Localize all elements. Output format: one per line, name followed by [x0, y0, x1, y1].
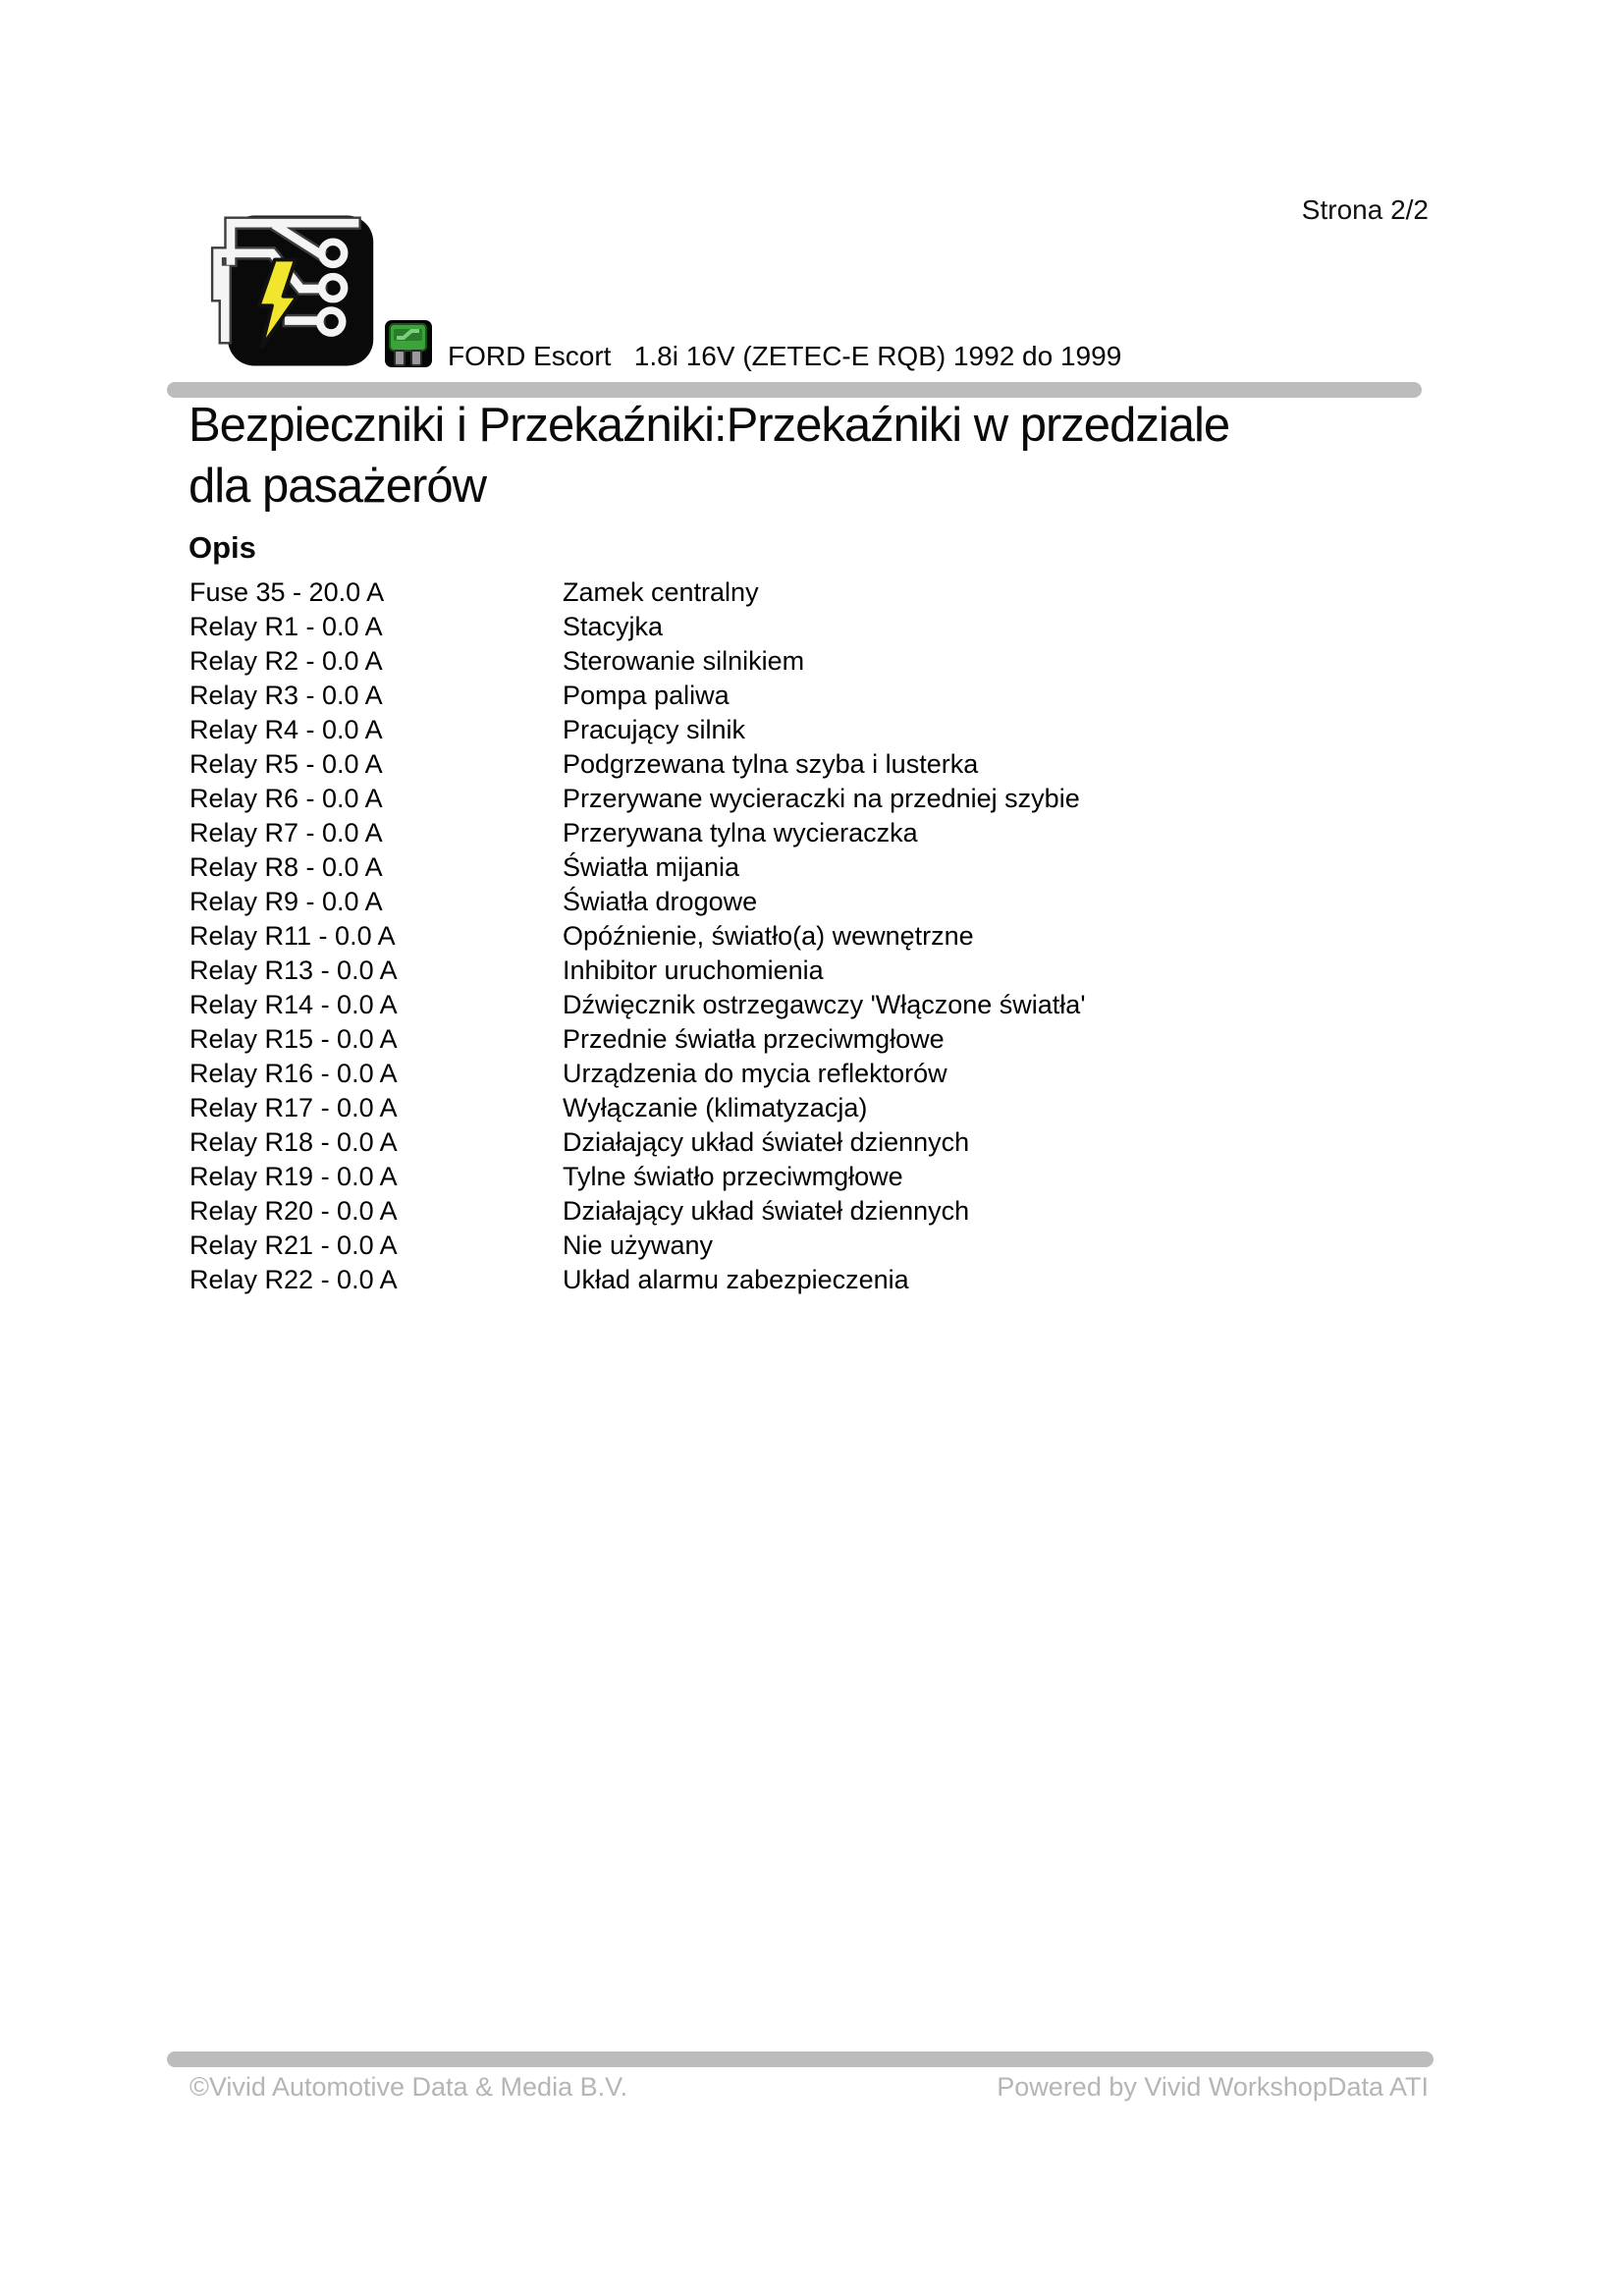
fuse-relay-id: Relay R17 - 0.0 A	[189, 1093, 398, 1122]
fuse-relay-description: Opóźnienie, światło(a) wewnętrzne	[563, 921, 974, 951]
section-heading-opis: Opis	[189, 530, 256, 565]
fuse-relay-id: Relay R15 - 0.0 A	[189, 1024, 398, 1054]
fuse-relay-description: Urządzenia do mycia reflektorów	[563, 1059, 947, 1088]
fuse-relay-id: Relay R9 - 0.0 A	[189, 887, 383, 916]
fuse-relay-id: Relay R21 - 0.0 A	[189, 1230, 398, 1260]
fuse-relay-description: Pompa paliwa	[563, 681, 730, 710]
fuse-relay-description: Sterowanie silnikiem	[563, 646, 805, 676]
fuse-relay-description: Przerywane wycieraczki na przedniej szybie	[563, 784, 1080, 813]
fuse-relay-description: Stacyjka	[563, 612, 664, 641]
fuse-relay-description: Układ alarmu zabezpieczenia	[563, 1265, 909, 1294]
circuit-lightning-icon	[202, 206, 385, 375]
fuse-relay-table	[189, 575, 1348, 1297]
table-row	[189, 1194, 1348, 1229]
footer-powered-by: Powered by Vivid WorkshopData ATI	[997, 2072, 1429, 2102]
fuse-relay-description: Dźwięcznik ostrzegawczy 'Włączone światła'	[563, 990, 1086, 1019]
fuse-relay-description: Działający układ świateł dziennych	[563, 1196, 970, 1226]
page-number: Strona 2/2	[1301, 194, 1429, 225]
fuse-relay-description: Pracujący silnik	[563, 715, 746, 744]
fuse-relay-id: Relay R1 - 0.0 A	[189, 612, 383, 641]
fuse-relay-description: Tylne światło przeciwmgłowe	[563, 1162, 903, 1191]
page-title: Bezpieczniki i Przekaźniki:Przekaźniki w przedziale dla pasażerów	[189, 399, 1230, 513]
table-row	[189, 644, 1348, 679]
table-row	[189, 1229, 1348, 1263]
table-row	[189, 954, 1348, 988]
footer	[189, 2072, 1429, 2103]
fuse-relay-description: Światła drogowe	[563, 887, 758, 916]
fuse-relay-description: Zamek centralny	[563, 577, 759, 607]
fuse-relay-description: Nie używany	[563, 1230, 714, 1260]
table-row	[189, 1160, 1348, 1194]
fuse-relay-description: Przednie światła przeciwmgłowe	[563, 1024, 945, 1054]
fuse-relay-description: Inhibitor uruchomienia	[563, 956, 824, 985]
fuse-relay-id: Relay R16 - 0.0 A	[189, 1059, 398, 1088]
table-row	[189, 575, 1348, 610]
table-row	[189, 782, 1348, 816]
table-row	[189, 679, 1348, 713]
fuse-relay-id: Relay R18 - 0.0 A	[189, 1127, 398, 1157]
fuse-relay-description: Przerywana tylna wycieraczka	[563, 818, 918, 847]
fuse-relay-id: Relay R11 - 0.0 A	[189, 921, 396, 951]
fuse-relay-id: Relay R5 - 0.0 A	[189, 749, 383, 779]
table-row	[189, 988, 1348, 1022]
footer-copyright: ©Vivid Automotive Data & Media B.V.	[189, 2072, 628, 2102]
fuse-icon	[385, 320, 436, 374]
fuse-relay-id: Relay R3 - 0.0 A	[189, 681, 383, 710]
fuse-relay-id: Relay R2 - 0.0 A	[189, 646, 383, 676]
fuse-relay-description: Podgrzewana tylna szyba i lusterka	[563, 749, 979, 779]
table-row	[189, 1091, 1348, 1125]
fuse-relay-id: Relay R19 - 0.0 A	[189, 1162, 398, 1191]
fuse-relay-id: Relay R20 - 0.0 A	[189, 1196, 398, 1226]
fuse-relay-id: Relay R14 - 0.0 A	[189, 990, 398, 1019]
vehicle-title: FORD Escort 1.8i 16V (ZETEC-E RQB) 1992 do 1999	[448, 341, 1122, 371]
table-row	[189, 1022, 1348, 1057]
fuse-relay-id: Relay R8 - 0.0 A	[189, 852, 383, 882]
table-row	[189, 885, 1348, 919]
fuse-relay-id: Fuse 35 - 20.0 A	[189, 577, 385, 607]
bottom-divider	[167, 2051, 1434, 2067]
fuse-relay-id: Relay R6 - 0.0 A	[189, 784, 383, 813]
table-row	[189, 919, 1348, 954]
table-row	[189, 1057, 1348, 1091]
fuse-relay-id: Relay R13 - 0.0 A	[189, 956, 398, 985]
fuse-relay-description: Wyłączanie (klimatyzacja)	[563, 1093, 868, 1122]
table-row	[189, 1263, 1348, 1297]
table-row	[189, 816, 1348, 850]
table-row	[189, 850, 1348, 885]
fuse-relay-description: Działający układ świateł dziennych	[563, 1127, 970, 1157]
fuse-relay-id: Relay R7 - 0.0 A	[189, 818, 383, 847]
table-row	[189, 713, 1348, 747]
fuse-relay-id: Relay R22 - 0.0 A	[189, 1265, 398, 1294]
vehicle-header	[385, 320, 1121, 374]
fuse-relay-description: Światła mijania	[563, 852, 740, 882]
table-row	[189, 1125, 1348, 1160]
fuse-relay-id: Relay R4 - 0.0 A	[189, 715, 383, 744]
table-row	[189, 610, 1348, 644]
table-row	[189, 747, 1348, 782]
